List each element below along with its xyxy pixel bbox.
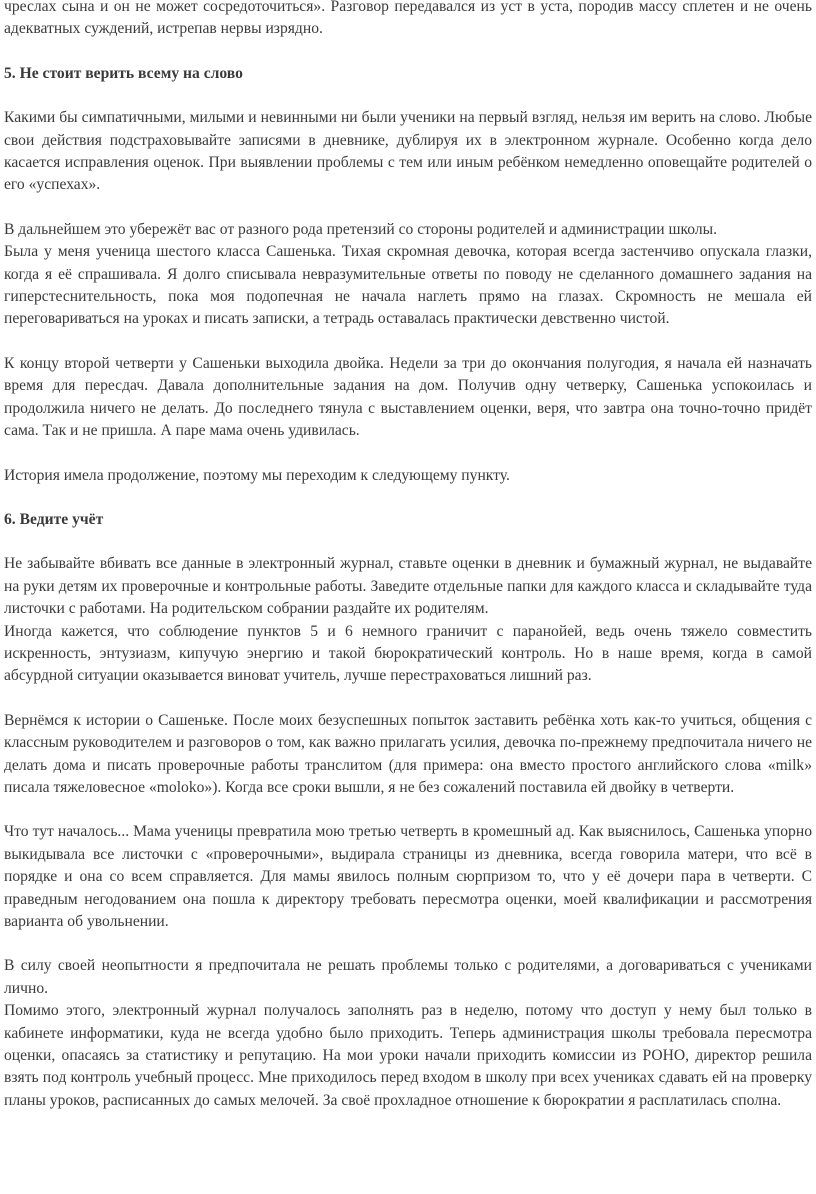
paragraph: В дальнейшем это убережёт вас от разного рода претензий со стороны родителей и администрации школы.: [4, 220, 718, 238]
paragraph: Что тут началось... Мама ученицы превратила мою третью четверть в кромешный ад. Как выяснилось, Сашенька упорно выкидывала все листочки с «проверочными», выдирала страницы из дневника, всегда говорила матери, что всё в порядке и она со всем справляется. Для мамы явилось полным сюрпризом то, что у её дочери пара в четверти. С праведным негодованием она пошла к директору требовать пересмотра оценки, моей квалификации и рассмотрения варианта об увольнении.: [4, 823, 812, 930]
paragraph: К концу второй четверти у Сашеньки выходила двойка. Недели за три до окончания полугодия, я начала ей назначать время для пересдач. Давала дополнительные задания на дом. Получив одну четверку, Сашенька успокоилась и продолжила ничего не делать. До последнего тянула с выставлением оценки, веря, что завтра она точно-точно придёт сама. Так и не пришла. А паре мама очень удивилась.: [4, 354, 812, 440]
paragraph: Была у меня ученица шестого класса Сашенька. Тихая скромная девочка, которая всегда застенчиво опускала глазки, когда я её спрашивала. Я долго списывала невразумительные ответы по поводу не сделанного домашнего задания на гиперстеснительность, пока моя подопечная не начала наглеть прямо на глазах. Скромность не мешала ей переговариваться на уроках и писать записки, а тетрадь оставалась практически девственно чистой.: [4, 243, 812, 328]
heading-section-6: 6. Ведите учёт: [4, 510, 104, 528]
paragraph: Иногда кажется, что соблюдение пунктов 5 и 6 немного граничит с паранойей, ведь очень тяжело совместить искренность, энтузиазм, кипучую энергию и такой бюрократический контроль. Но в наше время, когда в самой абсурдной ситуации оказывается виноват учитель, лучше перестраховаться лишний раз.: [4, 622, 812, 685]
paragraph-intro-continuation: чреслах сына и он не может сосредоточиться». Разговор передавался из уст в уста, породив массу сплетен и не очень адекватных суждений, истрепав нервы изрядно.: [4, 0, 812, 38]
paragraph: Какими бы симпатичными, милыми и невинными ни были ученики на первый взгляд, нельзя им верить на слово. Любые свои действия подстраховывайте записями в дневнике, дублируя их в электронном журнале. Особенно когда дело касается исправления оценок. При выявлении проблемы с тем или иным ребёнком немедленно оповещайте родителей о его «успехах».: [4, 109, 812, 194]
paragraph: Не забывайте вбивать все данные в электронный журнал, ставьте оценки в дневник и бумажный журнал, не выдавайте на руки детям их проверочные и контрольные работы. Заведите отдельные папки для каждого класса и складывайте туда листочки с работами. На родительском собрании раздайте их родителям.: [4, 555, 812, 618]
heading-section-5: 5. Не стоит верить всему на слово: [4, 64, 243, 82]
paragraph: История имела продолжение, поэтому мы переходим к следующему пункту.: [4, 466, 510, 484]
paragraph: Помимо этого, электронный журнал получалось заполнять раз в неделю, потому что доступ у нему был только в кабинете информатики, куда не всегда удобно было приходить. Теперь администрация школы требовала пересмотра оценки, опасаясь за статистику и репутацию. На мои уроки начали приходить комиссии из РОНО, директор решила взять под контроль учебный процесс. Мне приходилось перед входом в школу при всех учениках сдавать ей на проверку планы уроков, расписанных до самых мелочей. За своё прохладное отношение к бюрократии я расплатилась сполна.: [4, 1002, 812, 1109]
paragraph: Вернёмся к истории о Сашеньке. После моих безуспешных попыток заставить ребёнка хоть как-то учиться, общения с классным руководителем и разговоров о том, как важно прилагать усилия, девочка по-прежнему предпочитала ничего не делать дома и писать проверочные работы транслитом (для примера: она вместо простого английского слова «milk» писала тяжеловесное «moloko»). Когда все сроки вышли, я не без сожалений поставила ей двойку в четверти.: [4, 711, 812, 796]
paragraph: В силу своей неопытности я предпочитала не решать проблемы только с родителями, а договариваться с учениками лично.: [4, 957, 812, 997]
